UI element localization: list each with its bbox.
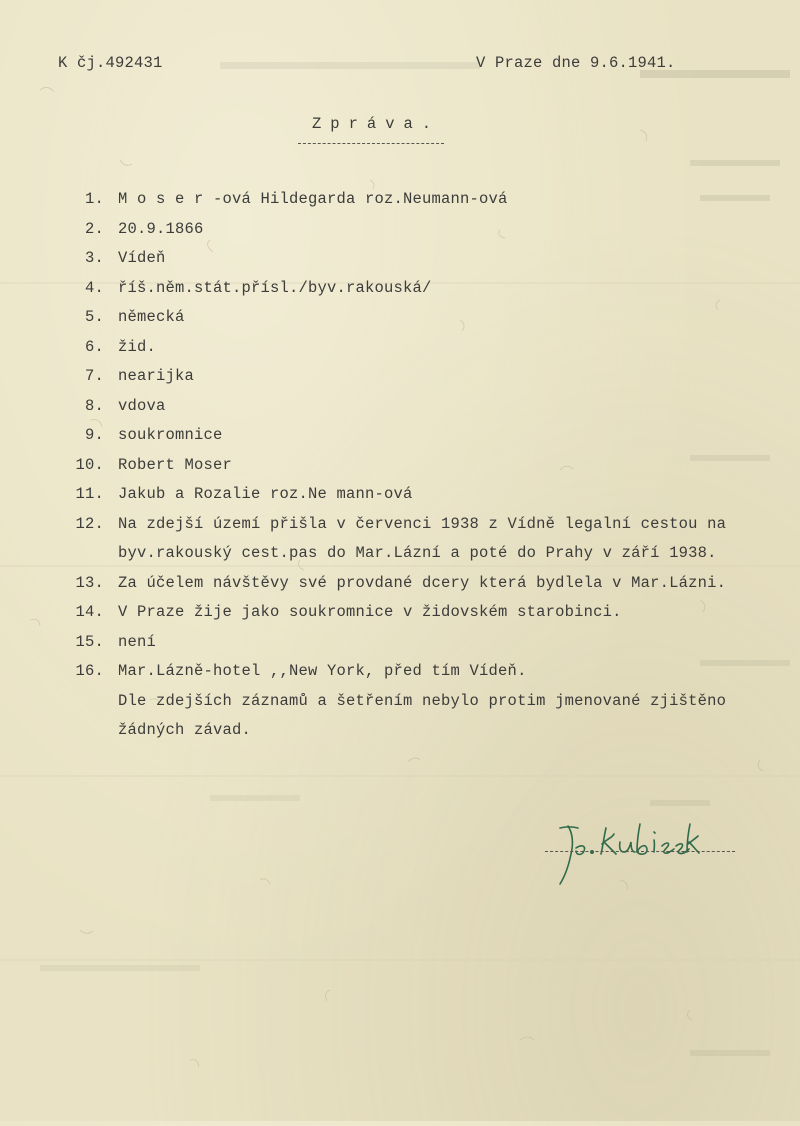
item-text: říš.něm.stát.přísl./byv.rakouská/ xyxy=(118,278,432,297)
item-text: V Praze žije jako soukromnice v židovském starobinci. xyxy=(118,603,622,621)
item-text: Robert Moser xyxy=(118,455,233,474)
item-text: Mar.Lázně-hotel ,,New York, před tím Vídeň. xyxy=(118,662,527,680)
item-number: 10. xyxy=(75,455,104,474)
item-text: Za účelem návštěvy své provdané dcery která bydlela v Mar.Lázni. xyxy=(118,573,727,592)
item-text: není xyxy=(118,632,157,651)
item-number: 4. xyxy=(84,278,104,297)
item-number: 5. xyxy=(84,308,104,326)
item-number: 3. xyxy=(84,249,104,267)
title-underline xyxy=(298,143,444,144)
item-text: Jakub a Rozalie roz.Ne mann-ová xyxy=(118,485,413,503)
item-text: Na zdejší území přišla v červenci 1938 z Vídně legalní cestou na xyxy=(118,514,727,533)
item-number: 16. xyxy=(75,662,104,680)
item-number: 15. xyxy=(75,632,104,651)
item-text: žid. xyxy=(118,337,157,356)
item-number: 6. xyxy=(84,337,104,356)
item-text: 20.9.1866 xyxy=(118,219,204,238)
item-number: 9. xyxy=(84,426,104,444)
item-number: 12. xyxy=(75,514,104,533)
item-text: vdova xyxy=(118,396,166,415)
reference-number: K čj.492431 xyxy=(58,54,163,72)
signature-line xyxy=(545,851,735,852)
item-text: německá xyxy=(118,308,185,326)
item-number: 13. xyxy=(75,573,104,592)
signature xyxy=(540,812,710,892)
signature-text: Jos. Kubíček xyxy=(540,812,548,813)
item-text: nearijka xyxy=(118,367,195,385)
item-number: 1. xyxy=(84,190,104,208)
item-text: Vídeň xyxy=(118,249,166,267)
item-text: M o s e r -ová Hildegarda roz.Neumann-ová xyxy=(118,190,508,208)
conclusion-line: Dle zdejších záznamů a šetřením nebylo protim jmenované zjištěno xyxy=(118,692,727,710)
item-text: soukromnice xyxy=(118,426,223,444)
conclusion-line: žádných závad. xyxy=(118,721,252,739)
item-number: 11. xyxy=(75,485,104,503)
item-number: 7. xyxy=(84,367,104,385)
item-number: 14. xyxy=(75,603,104,621)
place-and-date: V Praze dne 9.6.1941. xyxy=(476,54,676,72)
item-number: 8. xyxy=(84,396,104,415)
item-number: 2. xyxy=(84,219,104,238)
item-text: byv.rakouský cest.pas do Mar.Lázní a poté do Prahy v září 1938. xyxy=(118,543,717,562)
document-title: Zpráva. xyxy=(312,115,441,133)
